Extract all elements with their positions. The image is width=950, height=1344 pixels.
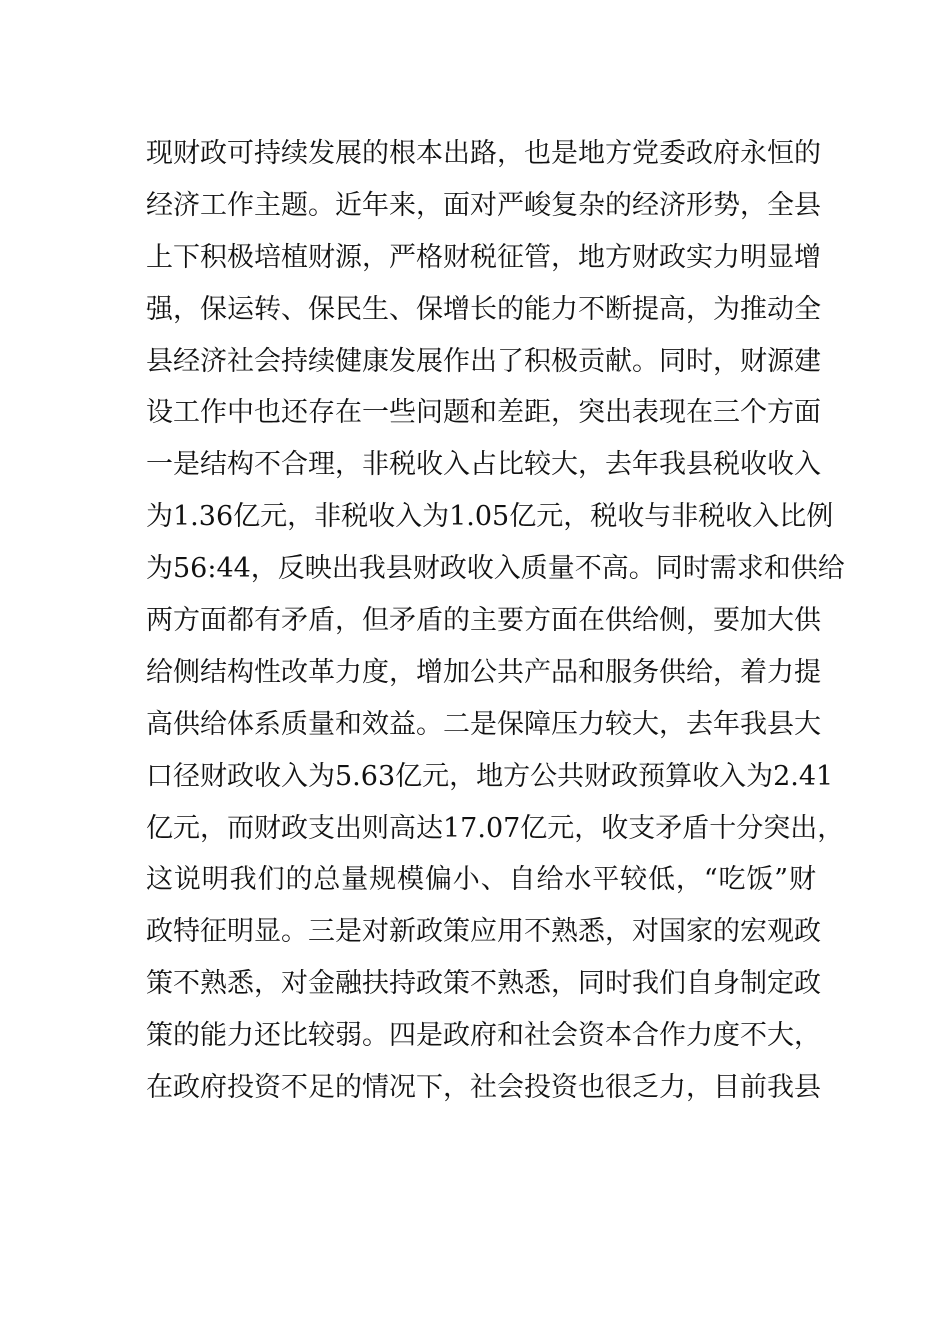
text-line: 口径财政收入为5.63亿元，地方公共财政预算收入为2.41 — [146, 760, 834, 792]
text-line: 为1.36亿元，非税收入为1.05亿元，税收与非税收入比例 — [146, 501, 834, 533]
text-line: 政特征明显。三是对新政策应用不熟悉，对国家的宏观政 — [146, 916, 821, 948]
text-line: 给侧结构性改革力度，增加公共产品和服务供给，着力提 — [146, 656, 821, 688]
text-line: 强，保运转、保民生、保增长的能力不断提高，为推动全 — [146, 293, 821, 325]
text-line: 经济工作主题。近年来，面对严峻复杂的经济形势，全县 — [146, 189, 821, 221]
body-paragraph — [146, 128, 845, 1114]
text-line: 设工作中也还存在一些问题和差距，突出表现在三个方面 — [146, 397, 821, 429]
text-line: 在政府投资不足的情况下，社会投资也很乏力，目前我县 — [146, 1072, 821, 1104]
text-line: 高供给体系质量和效益。二是保障压力较大，去年我县大 — [146, 708, 821, 740]
text-line: 策的能力还比较弱。四是政府和社会资本合作力度不大， — [146, 1020, 821, 1052]
text-line: 策不熟悉，对金融扶持政策不熟悉，同时我们自身制定政 — [146, 968, 821, 1000]
text-line: 两方面都有矛盾，但矛盾的主要方面在供给侧，要加大供 — [146, 605, 821, 637]
text-line: 现财政可持续发展的根本出路，也是地方党委政府永恒的 — [146, 138, 821, 169]
text-line: 上下积极培植财源，严格财税征管，地方财政实力明显增 — [146, 241, 821, 273]
text-line: 为56:44，反映出我县财政收入质量不高。同时需求和供给 — [146, 553, 845, 585]
text-line: 一是结构不合理，非税收入占比较大，去年我县税收收入 — [146, 449, 821, 481]
text-line: 这说明我们的总量规模偏小、自给水平较低，“吃饭”财 — [146, 864, 816, 896]
text-line: 亿元，而财政支出则高达17.07亿元，收支矛盾十分突出， — [146, 812, 845, 844]
text-line: 县经济社会持续健康发展作出了积极贡献。同时，财源建 — [146, 345, 821, 377]
